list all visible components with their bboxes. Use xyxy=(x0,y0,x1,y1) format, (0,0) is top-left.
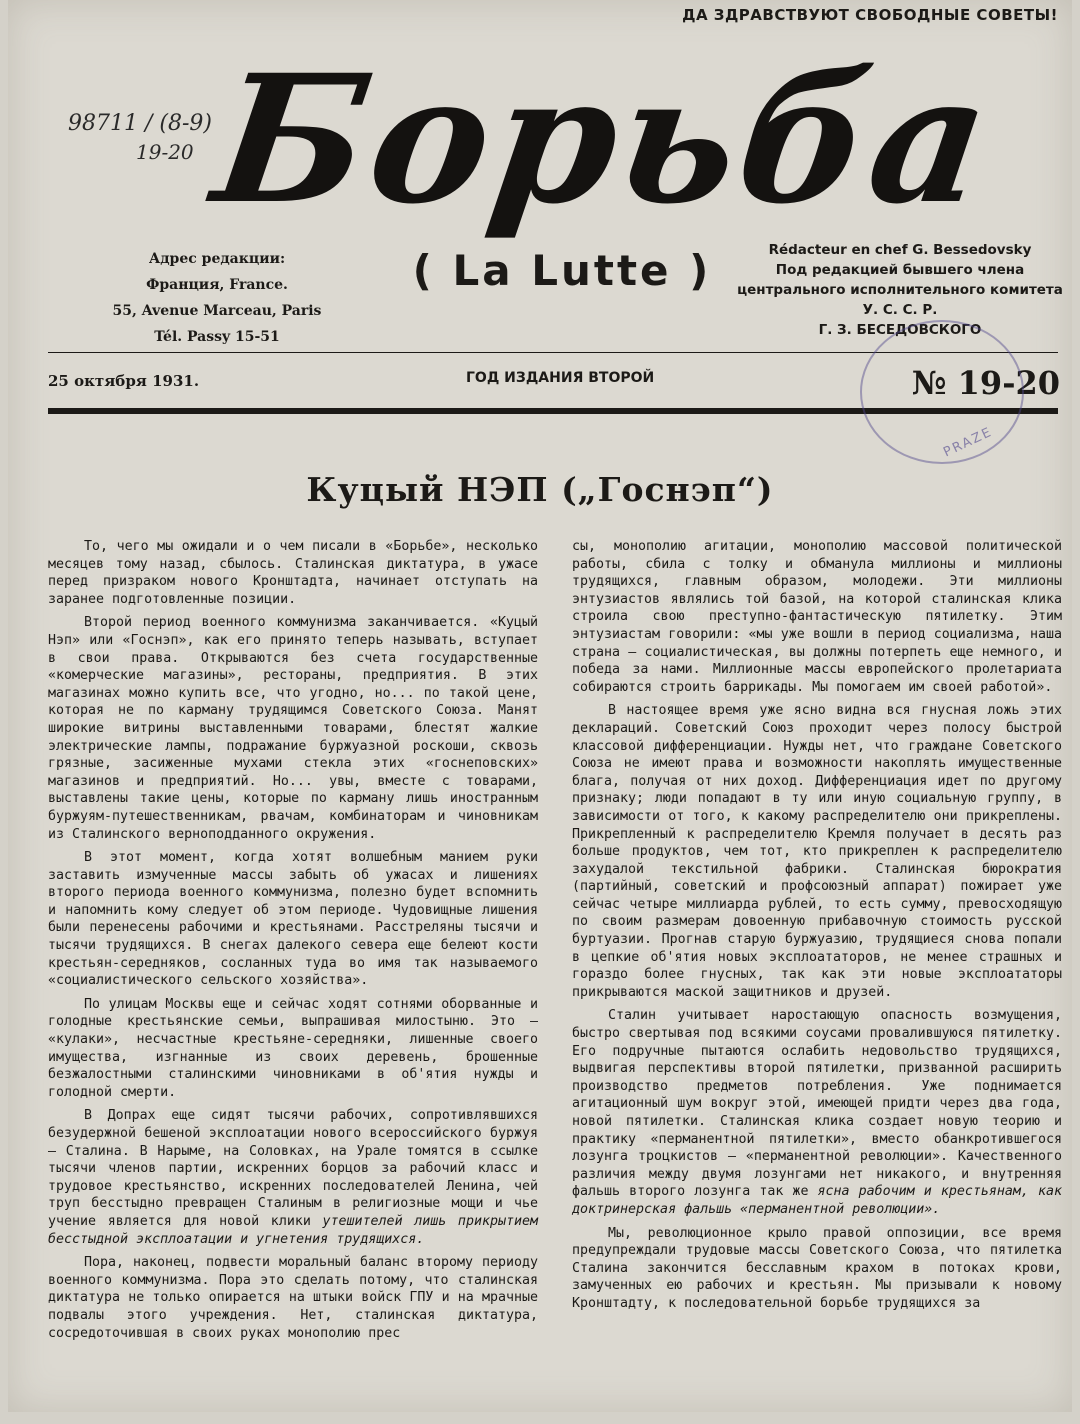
editorial-address xyxy=(112,246,322,350)
address-street: 55, Avenue Marceau, Paris xyxy=(112,303,322,319)
stamp-text: PRAZE xyxy=(940,424,995,461)
paragraph xyxy=(48,1107,538,1248)
paragraph: То, чего мы ожидали и о чем писали в «Борьбе», несколько месяцев тому назад, сбылось. Сталинская диктатура, в ужасе перед призраком нового Кронштадта, начинает отступать на заранее подготовленные позиции. xyxy=(48,539,538,607)
masthead xyxy=(203,36,1005,243)
editor-block xyxy=(734,240,1066,340)
editor-line-1: Rédacteur en chef G. Bessedovsky xyxy=(768,242,1032,258)
paragraph: Пора, наконец, подвести моральный баланс второму периоду военного коммунизма. Пора это сделать потому, что сталинская диктатура не только опирается на штыки войск ГПУ и на мрачные подвалы этого учреждения. Нет, сталинская диктатура, сосредоточившая в своих руках монополию прес xyxy=(48,1255,538,1341)
paragraph: В настоящее время уже ясно видна вся гнусная ложь этих деклараций. Советский Союз проходит через полосу быстрой классовой дифференциации. Нужды нет, что граждане Советского Союза не имеют права и возможности накоплять имущественные блага, получая от них доход. Дифференциация идет по другому признаку; люди попадают в ту или иную социальную группу, в зависимости от того, к какому распределителю они прикреплены. Прикрепленный к распределителю Кремля получает в десять раз больше продуктов, чем тот, кто прикреплен к распределителю захудалой текстильной фабрики. Сталинская бюрократия (партийный, советский и профсоюзный аппарат) пожирает уже сейчас четыре миллиарда рублей, то есть сумму, превосходящую по своим размерам довоенную прибавочную стоимость русской буртуазии. Прогнав старую буржуазию, трудящиеся снова попали в цепкие об'ятия новых эксплоататоров, не менее страшных и гораздо более гнусных, так как эти новые эксплоататоры прикрываются маской защитников и друзей. xyxy=(572,703,1062,1000)
handwritten-archive-note xyxy=(68,110,212,165)
issue-date: 25 октября 1931. xyxy=(48,372,200,390)
paragraph: Второй период военного коммунизма заканчивается. «Куцый Нэп» или «Госнэп», как его принято теперь называть, вступает в свои права. Открываются без счета государственные «комерческие магазины», рестораны, предприятия. В этих магазинах можно купить все, что угодно, но... по такой цене, которая не по карману трудящимся Советского Союза. Манят широкие витрины выставленными товарами, блестят жалкие электрические лампы, подражание буржуазной роскоши, сквозь грязные, засиженные мухами стекла этих «госнеповских» магазинов и предприятий. Но... увы, вместе с товарами, выставлены такие цены, которые по карману лишь иностранным буржуям-путешественникам, рвачам, комбинаторам и чиновникам из Сталинского верноподданного окружения. xyxy=(48,615,538,842)
article-body xyxy=(48,538,1062,1341)
address-country: Франция, France. xyxy=(146,277,288,293)
paragraph: По улицам Москвы еще и сейчас ходят сотнями оборванные и голодные крестьянские семьи, выпрашивая милостыню. Это — «кулаки», несчастные крестьяне-середняки, лишенные своего имущества, изгнанные из своих деревень, брошенные безжалостными сталинскими чиновниками в об'ятия нужды и голодной смерти. xyxy=(48,996,538,1100)
editor-line-4: У. С. С. Р. xyxy=(862,302,938,318)
paragraph: В этот момент, когда хотят волшебным манием руки заставить измученные массы забыть об ужасах и лишениях второго периода военного коммунизма, полезно будет вспомнить и напомнить кому следует об этом периоде. Чудовищные лишения были перенесены рабочими и крестьянами. Расстреляны тысячи и тысячи трудящихся. В снегах далекого севера еще белеют кости крестьян-середняков, сосланных туда во имя так называемого «социалистического сельского хозяйства». xyxy=(48,850,538,989)
archive-note-line-2: 19-20 xyxy=(136,139,194,164)
editor-line-5: Г. З. БЕСЕДОВСКОГО xyxy=(818,322,982,338)
publication-year: ГОД ИЗДАНИЯ ВТОРОЙ xyxy=(466,370,655,386)
address-label: Адрес редакции: xyxy=(148,251,286,267)
archive-note-line-1: 98711 / (8-9) xyxy=(68,111,212,136)
address-tel: Tél. Passy 15-51 xyxy=(154,329,280,345)
issue-number: № 19-20 xyxy=(911,364,1060,402)
paragraph-italic-text: ясна рабочим и крестьянам, как доктринерская фальшь «перманентной революции». xyxy=(572,1184,1062,1217)
library-stamp xyxy=(860,320,1024,464)
masthead-title: Борьба xyxy=(203,36,1005,243)
article-headline: Куцый НЭП („Госнэп“) xyxy=(306,470,774,509)
column-left xyxy=(48,538,538,1341)
newspaper-page xyxy=(8,0,1072,1412)
paragraph-text: Сталин учитывает наростающую опасность возмущения, быстро свертывая под всякими соусами провалившуюся пятилетку. Его подручные пытаются ослабить недовольство трудящихся, выдвигая перспективы второй пятилетки, призванной расширить производство предметов потребления. Уже поднимается агитационный шум вокруг этой, имеющей придти через два года, новой пятилетки. Сталинская клика создает новую теорию и практику «перманентной пятилетки», вместо обанкротившегося лозунга троцкистов — «перманентной революции». Качественного различия между двумя лозунгами нет никакого, и внутренняя фальшь второго лозунга так же xyxy=(572,1008,1062,1200)
editor-line-3: центрального исполнительного комитета xyxy=(737,282,1063,298)
paragraph: Мы, революционное крыло правой оппозиции, все время предупреждали трудовые массы Советского Союза, что пятилетка Сталина закончится бесславным крахом в потоках крови, замученных ею рабочих и крестьян. Мы призывали к новому Кронштадту, к последовательной борьбе трудящихся за xyxy=(572,1225,1062,1311)
paragraph-text: В Допрах еще сидят тысячи рабочих, сопротивлявшихся безудержной бешеной эксплоатации нового всероссийского буржуя — Сталина. В Нарыме, на Соловках, на Урале томятся в ссылке тысячи членов партии, искренних борцов за рабочий класс и трудовое крестьянство, искренних последователей Ленина, чей труп бесстыдно превращен Сталиным в религиозные мощи и чье учение является для новой клики xyxy=(48,1108,538,1229)
paragraph xyxy=(572,1007,1062,1218)
editor-line-2: Под редакцией бывшего члена xyxy=(775,262,1025,278)
paragraph-italic-text: утешителей лишь прикрытием бесстыдной эксплоатации и угнетения трудящихся. xyxy=(48,1213,538,1247)
masthead-subtitle: ( La Lutte ) xyxy=(412,246,712,295)
paragraph: сы, монополию агитации, монополию массовой политической работы, сбила с толку и обманула миллионы и миллионы трудящихся, главным образом, молодежи. Эти миллионы энтузиастов являлись той базой, на которой сталинская клика строила свою преступно-фантастическую пятилетку. Этим энтузиастам говорили: «мы уже вошли в период социализма, наша страна — социалистическая, вы должны потерпеть еще немного, и победа за нами. Миллионные массы европейского пролетариата собираются строить баррикады. Мы помогаем им своей работой». xyxy=(572,539,1062,695)
top-slogan: ДА ЗДРАВСТВУЮТ СВОБОДНЫЕ СОВЕТЫ! xyxy=(682,6,1058,24)
column-right xyxy=(572,538,1062,1311)
